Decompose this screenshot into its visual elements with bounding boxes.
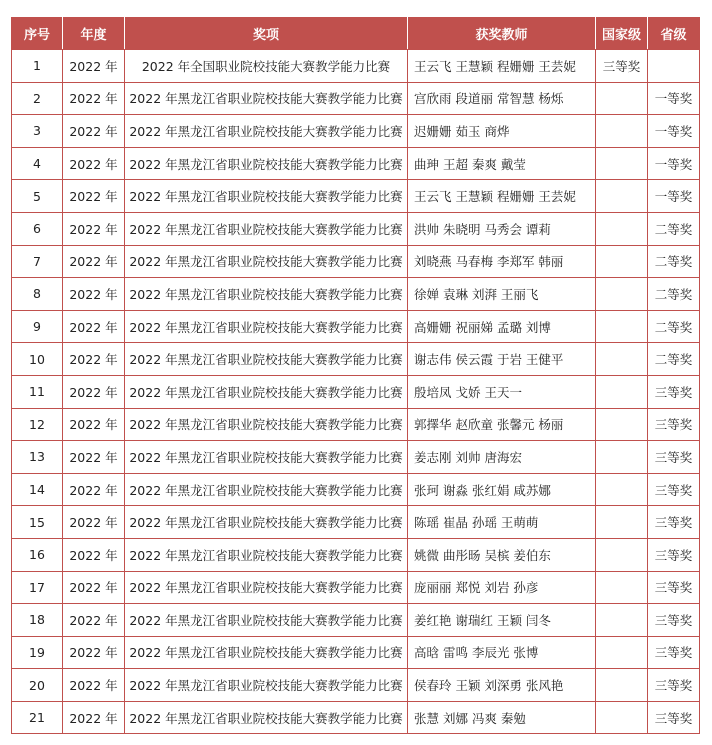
header-national: 国家级 bbox=[596, 18, 648, 50]
cell-year: 2022 年 bbox=[63, 82, 125, 115]
cell-teachers: 姜志刚 刘帅 唐海宏 bbox=[408, 441, 596, 474]
cell-index: 13 bbox=[12, 441, 63, 474]
cell-index: 16 bbox=[12, 538, 63, 571]
table-row bbox=[12, 245, 700, 278]
cell-award: 2022 年黑龙江省职业院校技能大赛教学能力比赛 bbox=[125, 343, 408, 376]
cell-award: 2022 年黑龙江省职业院校技能大赛教学能力比赛 bbox=[125, 245, 408, 278]
table-row bbox=[12, 701, 700, 734]
cell-provincial: 二等奖 bbox=[648, 212, 700, 245]
cell-provincial: 一等奖 bbox=[648, 82, 700, 115]
cell-provincial: 三等奖 bbox=[648, 636, 700, 669]
cell-teachers: 曲珅 王超 秦爽 戴莹 bbox=[408, 147, 596, 180]
cell-year: 2022 年 bbox=[63, 147, 125, 180]
cell-index: 11 bbox=[12, 375, 63, 408]
cell-award: 2022 年黑龙江省职业院校技能大赛教学能力比赛 bbox=[125, 212, 408, 245]
cell-teachers: 王云飞 王慧颖 程姗姗 王芸妮 bbox=[408, 50, 596, 83]
cell-teachers: 高姗姗 祝丽娣 孟璐 刘博 bbox=[408, 310, 596, 343]
header-teachers: 获奖教师 bbox=[408, 18, 596, 50]
table-row bbox=[12, 506, 700, 539]
cell-provincial: 三等奖 bbox=[648, 571, 700, 604]
cell-index: 9 bbox=[12, 310, 63, 343]
cell-index: 4 bbox=[12, 147, 63, 180]
cell-award: 2022 年黑龙江省职业院校技能大赛教学能力比赛 bbox=[125, 701, 408, 734]
cell-provincial: 三等奖 bbox=[648, 538, 700, 571]
cell-national bbox=[596, 636, 648, 669]
cell-year: 2022 年 bbox=[63, 538, 125, 571]
cell-teachers: 庞丽丽 郑悦 刘岩 孙彦 bbox=[408, 571, 596, 604]
table-row bbox=[12, 343, 700, 376]
cell-teachers: 徐婵 袁琳 刘湃 王丽飞 bbox=[408, 278, 596, 311]
cell-teachers: 王云飞 王慧颖 程姗姗 王芸妮 bbox=[408, 180, 596, 213]
cell-index: 1 bbox=[12, 50, 63, 83]
table-row bbox=[12, 408, 700, 441]
cell-award: 2022 年黑龙江省职业院校技能大赛教学能力比赛 bbox=[125, 538, 408, 571]
cell-teachers: 陈瑶 崔晶 孙瑶 王萌萌 bbox=[408, 506, 596, 539]
cell-provincial: 一等奖 bbox=[648, 147, 700, 180]
cell-provincial: 一等奖 bbox=[648, 180, 700, 213]
cell-national bbox=[596, 115, 648, 148]
cell-provincial: 三等奖 bbox=[648, 701, 700, 734]
cell-teachers: 张慧 刘娜 冯爽 秦勉 bbox=[408, 701, 596, 734]
cell-year: 2022 年 bbox=[63, 636, 125, 669]
cell-year: 2022 年 bbox=[63, 278, 125, 311]
table-row bbox=[12, 636, 700, 669]
table-row bbox=[12, 82, 700, 115]
table-row bbox=[12, 278, 700, 311]
table-row bbox=[12, 147, 700, 180]
awards-table-container bbox=[11, 17, 700, 734]
cell-teachers: 迟姗姗 茹玉 商烨 bbox=[408, 115, 596, 148]
cell-provincial: 三等奖 bbox=[648, 408, 700, 441]
header-award: 奖项 bbox=[125, 18, 408, 50]
cell-national bbox=[596, 212, 648, 245]
table-row bbox=[12, 180, 700, 213]
cell-national bbox=[596, 310, 648, 343]
table-row bbox=[12, 669, 700, 702]
cell-year: 2022 年 bbox=[63, 701, 125, 734]
cell-award: 2022 年黑龙江省职业院校技能大赛教学能力比赛 bbox=[125, 278, 408, 311]
cell-provincial: 三等奖 bbox=[648, 506, 700, 539]
cell-year: 2022 年 bbox=[63, 441, 125, 474]
table-row bbox=[12, 473, 700, 506]
cell-index: 19 bbox=[12, 636, 63, 669]
cell-year: 2022 年 bbox=[63, 506, 125, 539]
table-body bbox=[12, 50, 700, 734]
cell-national bbox=[596, 343, 648, 376]
cell-index: 10 bbox=[12, 343, 63, 376]
table-row bbox=[12, 604, 700, 637]
cell-index: 8 bbox=[12, 278, 63, 311]
cell-provincial bbox=[648, 50, 700, 83]
cell-teachers: 姜红艳 谢瑞红 王颖 闫冬 bbox=[408, 604, 596, 637]
cell-provincial: 三等奖 bbox=[648, 669, 700, 702]
cell-award: 2022 年黑龙江省职业院校技能大赛教学能力比赛 bbox=[125, 147, 408, 180]
cell-year: 2022 年 bbox=[63, 408, 125, 441]
cell-award: 2022 年黑龙江省职业院校技能大赛教学能力比赛 bbox=[125, 408, 408, 441]
cell-award: 2022 年黑龙江省职业院校技能大赛教学能力比赛 bbox=[125, 82, 408, 115]
cell-provincial: 二等奖 bbox=[648, 310, 700, 343]
cell-teachers: 郭擇华 赵欣童 张馨元 杨丽 bbox=[408, 408, 596, 441]
cell-index: 5 bbox=[12, 180, 63, 213]
cell-index: 20 bbox=[12, 669, 63, 702]
cell-teachers: 洪帅 朱晓明 马秀会 谭莉 bbox=[408, 212, 596, 245]
cell-award: 2022 年黑龙江省职业院校技能大赛教学能力比赛 bbox=[125, 506, 408, 539]
cell-teachers: 刘晓燕 马春梅 李郑军 韩丽 bbox=[408, 245, 596, 278]
cell-index: 17 bbox=[12, 571, 63, 604]
table-header-row bbox=[12, 18, 700, 50]
cell-index: 7 bbox=[12, 245, 63, 278]
cell-teachers: 张珂 谢淼 张红娟 咸苏娜 bbox=[408, 473, 596, 506]
cell-national bbox=[596, 147, 648, 180]
cell-year: 2022 年 bbox=[63, 343, 125, 376]
cell-national bbox=[596, 82, 648, 115]
table-row bbox=[12, 310, 700, 343]
table-row bbox=[12, 571, 700, 604]
cell-award: 2022 年黑龙江省职业院校技能大赛教学能力比赛 bbox=[125, 571, 408, 604]
cell-index: 2 bbox=[12, 82, 63, 115]
cell-index: 15 bbox=[12, 506, 63, 539]
cell-year: 2022 年 bbox=[63, 669, 125, 702]
cell-index: 12 bbox=[12, 408, 63, 441]
cell-award: 2022 年黑龙江省职业院校技能大赛教学能力比赛 bbox=[125, 604, 408, 637]
cell-teachers: 姚微 曲彤旸 吴槟 姜伯东 bbox=[408, 538, 596, 571]
table-row bbox=[12, 212, 700, 245]
cell-national bbox=[596, 669, 648, 702]
cell-national bbox=[596, 441, 648, 474]
cell-award: 2022 年全国职业院校技能大赛教学能力比赛 bbox=[125, 50, 408, 83]
cell-index: 18 bbox=[12, 604, 63, 637]
cell-year: 2022 年 bbox=[63, 473, 125, 506]
cell-national bbox=[596, 571, 648, 604]
header-provincial: 省级 bbox=[648, 18, 700, 50]
cell-award: 2022 年黑龙江省职业院校技能大赛教学能力比赛 bbox=[125, 180, 408, 213]
header-index: 序号 bbox=[12, 18, 63, 50]
cell-year: 2022 年 bbox=[63, 375, 125, 408]
cell-provincial: 三等奖 bbox=[648, 473, 700, 506]
cell-national bbox=[596, 701, 648, 734]
awards-table bbox=[11, 17, 700, 734]
cell-award: 2022 年黑龙江省职业院校技能大赛教学能力比赛 bbox=[125, 310, 408, 343]
cell-year: 2022 年 bbox=[63, 212, 125, 245]
cell-teachers: 侯春玲 王颖 刘深勇 张风艳 bbox=[408, 669, 596, 702]
cell-index: 21 bbox=[12, 701, 63, 734]
cell-year: 2022 年 bbox=[63, 115, 125, 148]
table-row bbox=[12, 115, 700, 148]
cell-provincial: 三等奖 bbox=[648, 604, 700, 637]
cell-national bbox=[596, 604, 648, 637]
cell-index: 6 bbox=[12, 212, 63, 245]
cell-index: 14 bbox=[12, 473, 63, 506]
cell-year: 2022 年 bbox=[63, 50, 125, 83]
cell-year: 2022 年 bbox=[63, 310, 125, 343]
cell-provincial: 三等奖 bbox=[648, 375, 700, 408]
cell-provincial: 一等奖 bbox=[648, 115, 700, 148]
table-row bbox=[12, 441, 700, 474]
cell-provincial: 二等奖 bbox=[648, 343, 700, 376]
cell-national bbox=[596, 408, 648, 441]
cell-teachers: 高晗 雷鸣 李辰光 张博 bbox=[408, 636, 596, 669]
cell-teachers: 宫欣雨 段道丽 常智慧 杨烁 bbox=[408, 82, 596, 115]
cell-teachers: 谢志伟 侯云霞 于岩 王健平 bbox=[408, 343, 596, 376]
table-row bbox=[12, 375, 700, 408]
cell-national bbox=[596, 180, 648, 213]
cell-national bbox=[596, 538, 648, 571]
cell-year: 2022 年 bbox=[63, 245, 125, 278]
cell-award: 2022 年黑龙江省职业院校技能大赛教学能力比赛 bbox=[125, 115, 408, 148]
cell-index: 3 bbox=[12, 115, 63, 148]
cell-provincial: 二等奖 bbox=[648, 278, 700, 311]
cell-provincial: 三等奖 bbox=[648, 441, 700, 474]
table-row bbox=[12, 538, 700, 571]
header-year: 年度 bbox=[63, 18, 125, 50]
table-row bbox=[12, 50, 700, 83]
cell-year: 2022 年 bbox=[63, 180, 125, 213]
cell-national bbox=[596, 473, 648, 506]
cell-national bbox=[596, 506, 648, 539]
cell-award: 2022 年黑龙江省职业院校技能大赛教学能力比赛 bbox=[125, 441, 408, 474]
cell-award: 2022 年黑龙江省职业院校技能大赛教学能力比赛 bbox=[125, 473, 408, 506]
cell-national bbox=[596, 245, 648, 278]
cell-teachers: 殷培凤 戈娇 王天一 bbox=[408, 375, 596, 408]
cell-national: 三等奖 bbox=[596, 50, 648, 83]
cell-provincial: 二等奖 bbox=[648, 245, 700, 278]
cell-award: 2022 年黑龙江省职业院校技能大赛教学能力比赛 bbox=[125, 669, 408, 702]
cell-national bbox=[596, 278, 648, 311]
cell-year: 2022 年 bbox=[63, 604, 125, 637]
cell-award: 2022 年黑龙江省职业院校技能大赛教学能力比赛 bbox=[125, 636, 408, 669]
cell-year: 2022 年 bbox=[63, 571, 125, 604]
cell-national bbox=[596, 375, 648, 408]
cell-award: 2022 年黑龙江省职业院校技能大赛教学能力比赛 bbox=[125, 375, 408, 408]
